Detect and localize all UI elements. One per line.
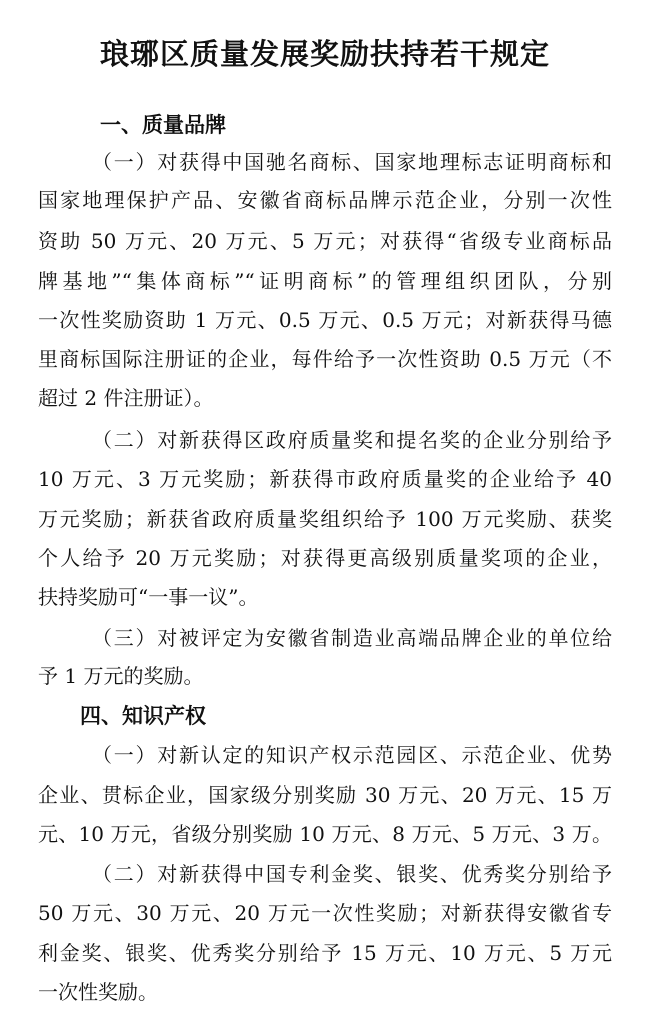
section-heading-quality-brand: 一、质量品牌 bbox=[100, 113, 226, 137]
text-line: 予 1 万元的奖励。 bbox=[38, 664, 204, 688]
text-line: 国家地理保护产品、安徽省商标品牌示范企业，分别一次性 bbox=[38, 188, 612, 212]
text-line: 扶持奖励可“一事一议”。 bbox=[38, 585, 259, 609]
text-line: 超过 2 件注册证）。 bbox=[38, 386, 214, 410]
text-line: 元、10 万元，省级分别奖励 10 万元、8 万元、5 万元、3 万。 bbox=[38, 822, 612, 846]
text-line: 10 万元、3 万元奖励；新获得市政府质量奖的企业给予 40 bbox=[38, 467, 612, 491]
text-line: 一次性奖励资助 1 万元、0.5 万元、0.5 万元；对新获得马德 bbox=[38, 308, 612, 332]
section-heading-intellectual-property: 四、知识产权 bbox=[80, 704, 206, 728]
text-line: （二）对新获得中国专利金奖、银奖、优秀奖分别给予 bbox=[92, 862, 612, 886]
text-line: 利金奖、银奖、优秀奖分别给予 15 万元、10 万元、5 万元 bbox=[38, 941, 612, 965]
text-line: 一次性奖励。 bbox=[38, 980, 158, 1004]
text-line: 个人给予 20 万元奖励；对获得更高级别质量奖项的企业， bbox=[38, 546, 612, 570]
text-line: 牌基地”“集体商标”“证明商标”的管理组织团队，分别 bbox=[38, 269, 612, 293]
text-line: 资助 50 万元、20 万元、5 万元；对获得“省级专业商标品 bbox=[38, 229, 612, 253]
text-line: 里商标国际注册证的企业，每件给予一次性资助 0.5 万元（不 bbox=[38, 347, 612, 371]
text-line: （三）对被评定为安徽省制造业高端品牌企业的单位给 bbox=[92, 626, 612, 650]
text-line: 50 万元、30 万元、20 万元一次性奖励；对新获得安徽省专 bbox=[38, 901, 612, 925]
text-line: （一）对新认定的知识产权示范园区、示范企业、优势 bbox=[92, 743, 612, 767]
text-line: （二）对新获得区政府质量奖和提名奖的企业分别给予 bbox=[92, 428, 612, 452]
text-line: 企业、贯标企业，国家级分别奖励 30 万元、20 万元、15 万 bbox=[38, 783, 612, 807]
text-line: （一）对获得中国驰名商标、国家地理标志证明商标和 bbox=[92, 150, 612, 174]
document-title: 琅琊区质量发展奖励扶持若干规定 bbox=[99, 37, 550, 71]
text-line: 万元奖励；新获省政府质量奖组织给予 100 万元奖励、获奖 bbox=[38, 507, 612, 531]
